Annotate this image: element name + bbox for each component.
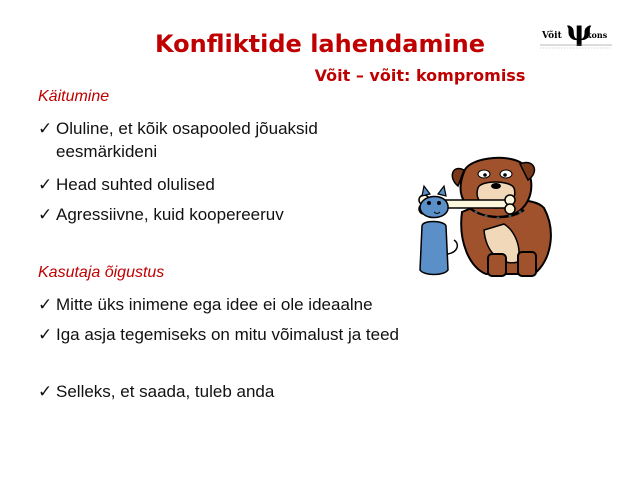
check-icon: ✓: [38, 325, 53, 344]
slide-subtitle: Võit – võit: kompromiss: [314, 66, 526, 85]
svg-text:kons: kons: [586, 30, 608, 40]
check-icon: ✓: [38, 175, 53, 194]
bullet-item: ✓ Head suhted olulised: [38, 175, 215, 194]
svg-text:ψ: ψ: [566, 14, 593, 47]
bullet-item: ✓ Selleks, et saada, tuleb anda: [38, 382, 275, 401]
section-label-kasutaja-oigustus: Kasutaja õigustus: [38, 264, 165, 281]
check-icon: ✓: [38, 119, 53, 138]
check-icon: ✓: [38, 205, 53, 224]
check-icon: ✓: [38, 295, 53, 314]
section-label-kaitumine: Käitumine: [38, 88, 110, 105]
psi-logo: [536, 14, 616, 54]
bulldog-and-cat-with-bone-icon: [414, 150, 560, 280]
bullet-item: ✓ Oluline, et kõik osapooled jõuaksid eesmärkideni: [38, 119, 318, 161]
check-icon: ✓: [38, 382, 53, 401]
bullet-item: ✓ Mitte üks inimene ega idee ei ole ideaalne: [38, 295, 373, 314]
bullet-item: ✓ Agressiivne, kuid koopereeruv: [38, 205, 284, 224]
slide-title: Konfliktide lahendamine: [154, 30, 486, 58]
bullet-item: ✓ Iga asja tegemiseks on mitu võimalust ja teed: [38, 325, 400, 344]
svg-text:Võit: Võit: [542, 31, 562, 41]
